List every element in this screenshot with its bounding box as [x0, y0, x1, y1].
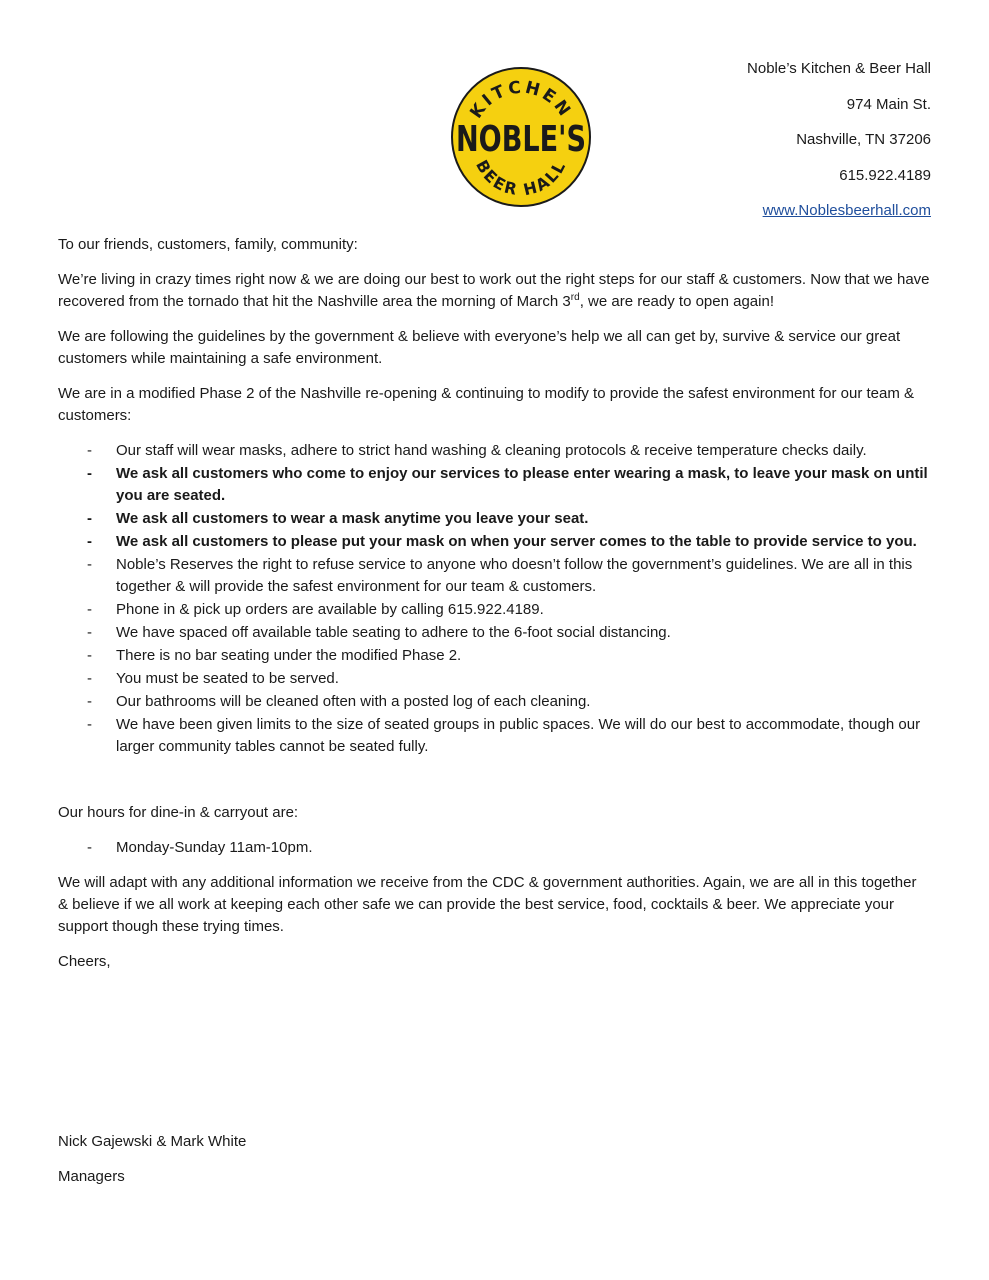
rules-list	[58, 440, 930, 758]
nobles-logo-graphic	[449, 65, 593, 209]
logo-kitchen-text: KITCHEN	[466, 77, 576, 123]
letter-body	[58, 234, 930, 986]
list-item: - You must be seated to be served.	[58, 668, 930, 690]
list-item: - Phone in & pick up orders are available by calling 615.922.4189.	[58, 599, 930, 621]
paragraph-closing: We will adapt with any additional information we receive from the CDC & government authorities. Again, we are all in this together & believe if we all work at keeping each other safe we can provide the best service, food, cocktails & beer. We appreciate your support though these trying times.	[58, 874, 917, 935]
list-item: - Our staff will wear masks, adhere to strict hand washing & cleaning protocols & receive temperature checks daily.	[58, 440, 930, 462]
signoff: Cheers,	[58, 953, 111, 970]
list-item: - Monday-Sunday 11am-10pm.	[58, 837, 930, 859]
paragraph-intro: We’re living in crazy times right now & we are doing our best to work out the right steps for our staff & customers. Now that we have recovered from the tornado that hit the Nashville area the morning of March 3rd, we are ready to open again!	[58, 271, 930, 310]
phone-number: 615.922.4189	[839, 166, 931, 184]
list-item: - We have been given limits to the size of seated groups in public spaces. We will do our best to accommodate, though our larger community tables cannot be seated fully.	[58, 714, 930, 758]
logo-nobles-text: NOBLE'S	[456, 119, 586, 160]
paragraph-guidelines: We are following the guidelines by the government & believe with everyone’s help we all can get by, survive & service our great customers while maintaining a safe environment.	[58, 328, 901, 367]
signature-block	[58, 1131, 246, 1201]
list-item: - We have spaced off available table seating to adhere to the 6-foot social distancing.	[58, 622, 930, 644]
list-item: - Noble’s Reserves the right to refuse service to anyone who doesn’t follow the government’s guidelines. We are all in this together & will provide the safest environment for our team & customers.	[58, 554, 930, 598]
city-state-zip: Nashville, TN 37206	[796, 131, 931, 148]
list-item: - We ask all customers to please put your mask on when your server comes to the table to provide service to you.	[58, 531, 930, 553]
hours-intro: Our hours for dine-in & carryout are:	[58, 804, 299, 821]
list-item: - There is no bar seating under the modified Phase 2.	[58, 645, 930, 667]
letterhead-address	[747, 58, 931, 236]
list-item: - We ask all customers who come to enjoy our services to please enter wearing a mask, to leave your mask on until you are seated.	[58, 463, 930, 507]
website-link[interactable]: www.Noblesbeerhall.com	[762, 202, 931, 219]
paragraph-phase: We are in a modified Phase 2 of the Nashville re-opening & continuing to modify to provide the safest environment for our team & customers:	[58, 385, 915, 424]
signer-names: Nick Gajewski & Mark White	[58, 1133, 247, 1150]
signer-title: Managers	[58, 1168, 125, 1185]
greeting: To our friends, customers, family, community:	[58, 236, 358, 253]
business-name: Noble’s Kitchen & Beer Hall	[747, 60, 931, 77]
nobles-logo	[449, 65, 593, 209]
logo-beer-hall-text: BEER HALL	[472, 156, 570, 200]
hours-list	[58, 837, 930, 859]
list-item: - We ask all customers to wear a mask anytime you leave your seat.	[58, 508, 930, 530]
list-item: - Our bathrooms will be cleaned often with a posted log of each cleaning.	[58, 691, 930, 713]
street-address: 974 Main St.	[846, 95, 931, 113]
